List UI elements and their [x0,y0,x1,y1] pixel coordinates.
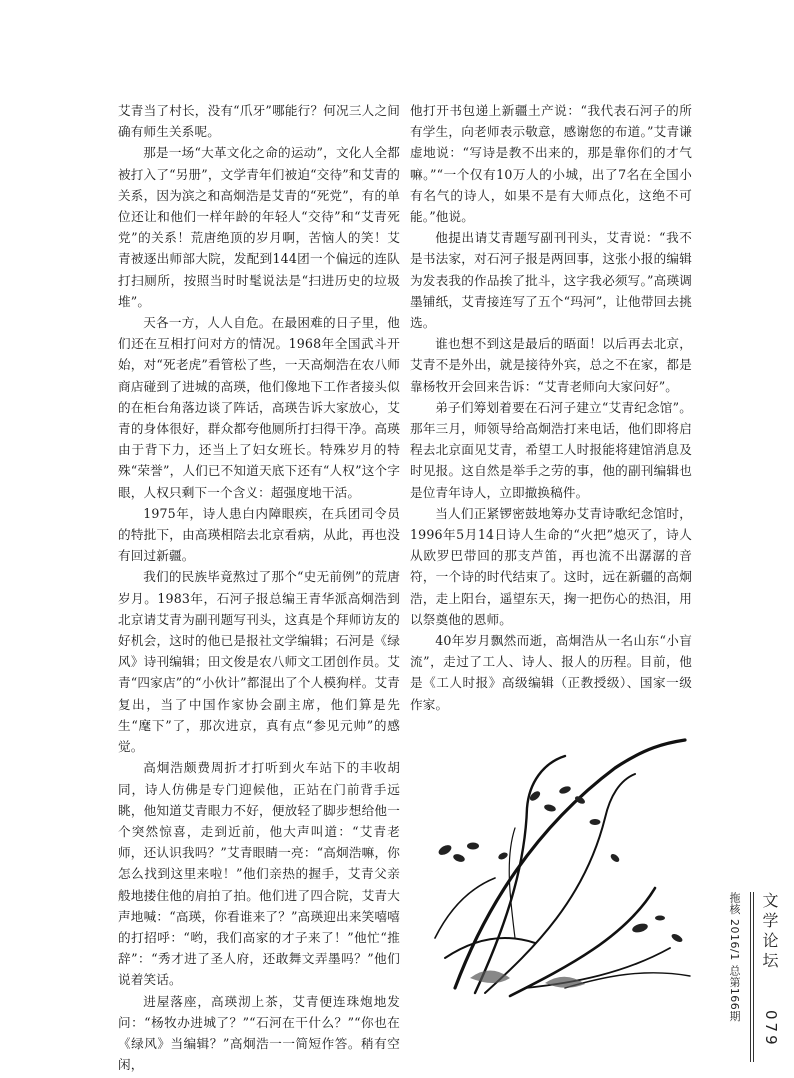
divider-line [750,892,751,1062]
paragraph: 我们的民族毕竟熬过了那个“史无前例”的荒唐岁月。1983年，石河子报总编王青华派高炯浩到北京请艾青为副刊题写刊头，这真是个拜师访友的好机会，这时的他已是报社文学编辑；石河是《绿风》诗刊编辑；田文俊是农八师文工团创作员。艾青“四家店”的“小伙计”都混出了个人模狗样。艾青复出，当了中国作家协会副主席，他们算是先生“麾下”了，那次进京，真有点“参见元帅”的感觉。 [118,569,400,755]
paragraph: 40年岁月飘然而逝，高炯浩从一名山东“小盲流”，走过了工人、诗人、报人的历程。目前，他是《工人时报》高级编辑（正教授级）、国家一级作家。 [410,633,692,712]
page-footer-sidebar [722,892,790,1062]
paragraph: 他提出请艾青题写副刊刊头，艾青说：“我不是书法家，对石河子报是两回事，这张小报的编辑为发表我的作品挨了批斗，这字我必须写。”高瑛调墨铺纸，艾青接连写了五个“玛河”，让他带回去挑选。 [410,230,692,331]
page-number: 079 [762,1010,780,1048]
paragraph: 高炯浩颇费周折才打听到火车站下的丰收胡同，诗人仿佛是专门迎候他，正站在门前背手远眺，他知道艾青眼力不好，便放轻了脚步想给他一个突然惊喜，走到近前，他大声叫道：“艾青老师，还认识我吗？”艾青眼睛一亮：“高炯浩嘛，你怎么找到这里来啦！”他们亲热的握手，艾青父亲般地搂住他的肩拍了拍。他们进了四合院，艾青大声地喊：“高瑛，你看谁来了？”高瑛迎出来笑嘻嘻的打招呼：“哟，我们高家的才子来了！”他忙“推辞”：“秀才进了圣人府，还敢舞文弄墨吗？”他们说着笑话。 [118,760,400,988]
paragraph: 弟子们筹划着要在石河子建立“艾青纪念馆”。那年三月，师领导给高炯浩打来电话，他们即将启程去北京面见艾青，希望工人时报能将建馆消息及时见报。这自然是举手之劳的事，他的副刊编辑也是位青年诗人，立即撤换稿件。 [410,399,692,500]
journal-name: 文学论坛 [760,892,779,972]
left-column [118,100,400,1075]
paragraph: 1975年，诗人患白内障眼疾，在兵团司令员的特批下，由高瑛相陪去北京看病，从此，再也没有回过新疆。 [118,505,400,564]
paragraph: 艾青当了村长，没有“爪牙”哪能行？何况三人之间确有师生关系呢。 [118,103,400,140]
right-column [410,100,692,715]
paragraph: 他打开书包递上新疆土产说：“我代表石河子的所有学生，向老师表示敬意，感谢您的布道。”艾青谦虚地说：“写诗是教不出来的，那是靠你们的才气嘛。”“一个仅有10万人的小城，出了7名在全国小有名气的诗人，如果不是有大师点化，这绝不可能。”他说。 [410,103,692,225]
orchid-ink-painting [415,738,703,998]
divider-line [753,892,754,1062]
paragraph: 当人们正紧锣密鼓地筹办艾青诗歌纪念馆时，1996年5月14日诗人生命的“火把”熄灭了，诗人从欧罗巴带回的那支芦笛，再也流不出潺潺的音符，一个诗的时代结束了。这时，远在新疆的高炯浩，走上阳台，遥望东天，掬一把伤心的热泪，用以祭奠他的恩师。 [410,505,692,627]
paragraph: 谁也想不到这是最后的晤面！以后再去北京，艾青不是外出，就是接待外宾，总之不在家，都是靠杨牧开会回来告诉：“艾青老师向大家问好”。 [410,336,692,394]
paragraph: 天各一方，人人自危。在最困难的日子里，他们还在互相打问对方的情况。1968年全国武斗开始，对“死老虎”看管松了些，一天高炯浩在农八师商店碰到了进城的高瑛，他们像地下工作者接头似的在柜台角落边谈了阵话，高瑛告诉大家放心，艾青的身体很好，群众都夸他厕所打扫得干净。高瑛由于背下力，还当上了妇女班长。特殊岁月的特殊“荣誉”，人们已不知道天底下还有“人权”这个字眼，人权只剩下一个含义：超强度地干活。 [118,315,400,500]
issue-info: 拖核 2016/1 总第166期 [728,892,741,1022]
paragraph: 进屋落座，高瑛沏上茶，艾青便连珠炮地发问：“杨牧办进城了？”“石河在干什么？”“你也在《绿风》当编辑？”高炯浩一一简短作答。稍有空闲， [118,993,400,1073]
paragraph: 那是一场“大革文化之命的运动”，文化人全都被打入了“另册”，文学青年们被迫“交待”和艾青的关系，因为滨之和高炯浩是艾青的“死党”，有的单位还让和他们一样年龄的年轻人“交待”和“艾青死党”的关系！荒唐绝顶的岁月啊，苦恼人的笑！艾青被逐出师部大院，发配到144团一个偏远的连队打扫厕所，按照当时时髦说法是“扫进历史的垃圾堆”。 [118,145,400,309]
